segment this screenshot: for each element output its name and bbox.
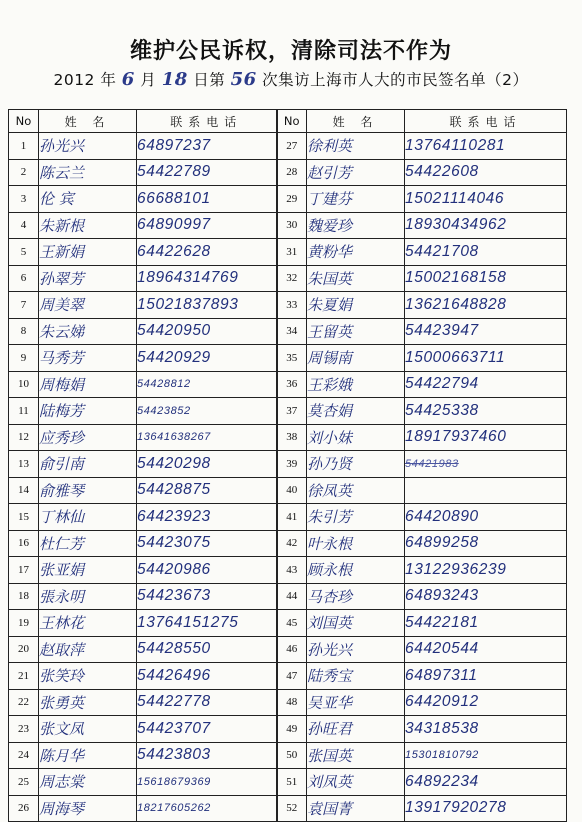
row-number: 12 <box>9 424 39 451</box>
signer-name: 应秀珍 <box>39 424 137 451</box>
row-number: 27 <box>277 133 307 160</box>
signer-phone: 54428550 <box>137 636 277 663</box>
row-number: 4 <box>9 212 39 239</box>
signer-phone: 54423075 <box>137 530 277 557</box>
row-number: 32 <box>277 265 307 292</box>
row-number: 14 <box>9 477 39 504</box>
subtitle-day-label: 日第 <box>193 71 226 89</box>
signer-name: 徐凤英 <box>307 477 405 504</box>
signer-name: 张文凤 <box>39 716 137 743</box>
row-number: 31 <box>277 239 307 266</box>
signer-phone: 64893243 <box>405 583 567 610</box>
col-header-phone: 联系电话 <box>405 110 567 133</box>
table-body <box>9 133 567 822</box>
signer-phone: 13764110281 <box>405 133 567 160</box>
signer-phone: 54422181 <box>405 610 567 637</box>
signer-name: 陈月华 <box>39 742 137 769</box>
col-header-phone: 联系电话 <box>137 110 277 133</box>
signer-name: 黄粉华 <box>307 239 405 266</box>
row-number: 6 <box>9 265 39 292</box>
table-row <box>9 530 567 557</box>
signer-phone: 18217605262 <box>137 795 277 822</box>
signer-phone: 13917920278 <box>405 795 567 822</box>
subtitle-session: 56 <box>230 69 257 90</box>
signer-phone: 54422778 <box>137 689 277 716</box>
table-row <box>9 504 567 531</box>
row-number: 37 <box>277 398 307 425</box>
signer-name: 王留英 <box>307 318 405 345</box>
signer-name: 王林花 <box>39 610 137 637</box>
subtitle-prefix: 2012 年 <box>53 71 117 89</box>
signer-phone: 64899258 <box>405 530 567 557</box>
table-row <box>9 610 567 637</box>
signer-phone: 64423923 <box>137 504 277 531</box>
signer-name: 周美翠 <box>39 292 137 319</box>
page-title: 维护公民诉权，清除司法不作为 <box>129 39 452 64</box>
col-header-name: 姓 名 <box>307 110 405 133</box>
row-number: 22 <box>9 689 39 716</box>
signer-phone: 66688101 <box>137 186 277 213</box>
signer-name: 朱引芳 <box>307 504 405 531</box>
table-row <box>9 318 567 345</box>
row-number: 5 <box>9 239 39 266</box>
signer-phone <box>405 477 567 504</box>
col-header-no: No <box>9 110 39 133</box>
table-row <box>9 292 567 319</box>
signer-phone: 54422608 <box>405 159 567 186</box>
row-number: 16 <box>9 530 39 557</box>
signer-phone: 54422794 <box>405 371 567 398</box>
signer-phone: 18964314769 <box>137 265 277 292</box>
row-number: 51 <box>277 769 307 796</box>
signer-name: 伦 宾 <box>39 186 137 213</box>
signer-name: 陆梅芳 <box>39 398 137 425</box>
signer-name: 孙光兴 <box>39 133 137 160</box>
row-number: 9 <box>9 345 39 372</box>
signer-name: 朱国英 <box>307 265 405 292</box>
row-number: 24 <box>9 742 39 769</box>
signer-name: 莫杏娟 <box>307 398 405 425</box>
row-number: 38 <box>277 424 307 451</box>
table-row <box>9 716 567 743</box>
signer-phone: 54420929 <box>137 345 277 372</box>
signer-name: 魏爱珍 <box>307 212 405 239</box>
row-number: 45 <box>277 610 307 637</box>
row-number: 29 <box>277 186 307 213</box>
signer-phone: 64420912 <box>405 689 567 716</box>
signer-name: 周锡南 <box>307 345 405 372</box>
signer-name: 孙乃贤 <box>307 451 405 478</box>
signer-phone: 54428812 <box>137 371 277 398</box>
subtitle-month: 6 <box>121 69 135 90</box>
signer-name: 周志棠 <box>39 769 137 796</box>
signer-name: 吴亚华 <box>307 689 405 716</box>
subtitle-month-label: 月 <box>140 71 157 89</box>
table-row <box>9 477 567 504</box>
signer-name: 马秀芳 <box>39 345 137 372</box>
table-row <box>9 159 567 186</box>
signer-phone: 64897237 <box>137 133 277 160</box>
signer-name: 徐利英 <box>307 133 405 160</box>
signer-phone: 18917937460 <box>405 424 567 451</box>
signer-name: 周梅娟 <box>39 371 137 398</box>
signer-name: 朱新根 <box>39 212 137 239</box>
table-row <box>9 795 567 822</box>
row-number: 11 <box>9 398 39 425</box>
signer-name: 陆秀宝 <box>307 663 405 690</box>
subtitle-suffix: 次集访上海市人大的市民签名单（2） <box>262 71 529 89</box>
signer-name: 朱夏娟 <box>307 292 405 319</box>
col-header-name: 姓 名 <box>39 110 137 133</box>
signer-name: 朱云娣 <box>39 318 137 345</box>
row-number: 13 <box>9 451 39 478</box>
row-number: 36 <box>277 371 307 398</box>
signer-name: 马杏珍 <box>307 583 405 610</box>
signer-name: 王彩娥 <box>307 371 405 398</box>
signer-phone: 54422789 <box>137 159 277 186</box>
col-header-no: No <box>277 110 307 133</box>
signer-name: 杜仁芳 <box>39 530 137 557</box>
signer-phone: 64890997 <box>137 212 277 239</box>
signer-phone: 54420298 <box>137 451 277 478</box>
page-subtitle <box>0 68 582 90</box>
row-number: 40 <box>277 477 307 504</box>
signer-name: 孙翠芳 <box>39 265 137 292</box>
signer-phone: 54426496 <box>137 663 277 690</box>
table-row <box>9 451 567 478</box>
signer-name: 张勇英 <box>39 689 137 716</box>
row-number: 23 <box>9 716 39 743</box>
row-number: 47 <box>277 663 307 690</box>
row-number: 39 <box>277 451 307 478</box>
signer-phone: 54423947 <box>405 318 567 345</box>
row-number: 33 <box>277 292 307 319</box>
signer-name: 赵取萍 <box>39 636 137 663</box>
signer-name: 刘国英 <box>307 610 405 637</box>
row-number: 52 <box>277 795 307 822</box>
row-number: 2 <box>9 159 39 186</box>
signer-name: 俞雅琴 <box>39 477 137 504</box>
signer-phone: 15301810792 <box>405 742 567 769</box>
row-number: 34 <box>277 318 307 345</box>
table-row <box>9 186 567 213</box>
signer-name: 张国英 <box>307 742 405 769</box>
signer-name: 丁建芬 <box>307 186 405 213</box>
signer-name: 袁国菁 <box>307 795 405 822</box>
subtitle-day: 18 <box>161 69 188 90</box>
signer-name: 俞引南 <box>39 451 137 478</box>
signer-phone: 64897311 <box>405 663 567 690</box>
table-row <box>9 265 567 292</box>
signer-phone: 54420986 <box>137 557 277 584</box>
row-number: 28 <box>277 159 307 186</box>
table-row <box>9 769 567 796</box>
signer-phone: 15000663711 <box>405 345 567 372</box>
signer-phone: 64420544 <box>405 636 567 663</box>
row-number: 35 <box>277 345 307 372</box>
signer-phone: 13621648828 <box>405 292 567 319</box>
signer-phone: 54420950 <box>137 318 277 345</box>
signer-name: 赵引芳 <box>307 159 405 186</box>
row-number: 49 <box>277 716 307 743</box>
signer-phone: 54423852 <box>137 398 277 425</box>
row-number: 18 <box>9 583 39 610</box>
signer-name: 丁林仙 <box>39 504 137 531</box>
table-row <box>9 583 567 610</box>
table-row <box>9 212 567 239</box>
signer-name: 刘凤英 <box>307 769 405 796</box>
row-number: 10 <box>9 371 39 398</box>
signer-phone: 54425338 <box>405 398 567 425</box>
signer-phone: 18930434962 <box>405 212 567 239</box>
signer-phone: 64892234 <box>405 769 567 796</box>
table-header-row <box>9 110 567 133</box>
signer-name: 刘小妹 <box>307 424 405 451</box>
row-number: 15 <box>9 504 39 531</box>
signer-name: 顾永根 <box>307 557 405 584</box>
row-number: 26 <box>9 795 39 822</box>
signer-phone: 64422628 <box>137 239 277 266</box>
signer-name: 周海琴 <box>39 795 137 822</box>
signer-phone: 64420890 <box>405 504 567 531</box>
row-number: 48 <box>277 689 307 716</box>
signer-phone: 54423673 <box>137 583 277 610</box>
signer-phone: 54421708 <box>405 239 567 266</box>
row-number: 44 <box>277 583 307 610</box>
signer-phone: 54423707 <box>137 716 277 743</box>
signer-phone: 15021114046 <box>405 186 567 213</box>
signer-phone: 54421983 <box>405 451 567 478</box>
signer-name: 张笑玲 <box>39 663 137 690</box>
signer-phone: 13764151275 <box>137 610 277 637</box>
row-number: 8 <box>9 318 39 345</box>
row-number: 20 <box>9 636 39 663</box>
table-row <box>9 345 567 372</box>
row-number: 43 <box>277 557 307 584</box>
row-number: 25 <box>9 769 39 796</box>
signature-table <box>8 109 567 822</box>
table-row <box>9 133 567 160</box>
signer-name: 王新娟 <box>39 239 137 266</box>
table-row <box>9 398 567 425</box>
signer-name: 孙光兴 <box>307 636 405 663</box>
signer-phone: 34318538 <box>405 716 567 743</box>
row-number: 42 <box>277 530 307 557</box>
row-number: 30 <box>277 212 307 239</box>
signer-name: 陈云兰 <box>39 159 137 186</box>
row-number: 50 <box>277 742 307 769</box>
signer-phone: 15618679369 <box>137 769 277 796</box>
signer-name: 孙旺君 <box>307 716 405 743</box>
table-row <box>9 371 567 398</box>
row-number: 1 <box>9 133 39 160</box>
row-number: 7 <box>9 292 39 319</box>
table-row <box>9 424 567 451</box>
signer-name: 張永明 <box>39 583 137 610</box>
signer-phone: 13122936239 <box>405 557 567 584</box>
row-number: 17 <box>9 557 39 584</box>
signer-phone: 13641638267 <box>137 424 277 451</box>
row-number: 21 <box>9 663 39 690</box>
signer-name: 叶永根 <box>307 530 405 557</box>
signer-phone: 54428875 <box>137 477 277 504</box>
table-row <box>9 636 567 663</box>
signer-name: 张亚娟 <box>39 557 137 584</box>
table-row <box>9 689 567 716</box>
row-number: 46 <box>277 636 307 663</box>
table-row <box>9 742 567 769</box>
table-row <box>9 557 567 584</box>
signer-phone: 15002168158 <box>405 265 567 292</box>
row-number: 41 <box>277 504 307 531</box>
signer-phone: 15021837893 <box>137 292 277 319</box>
signer-phone: 54423803 <box>137 742 277 769</box>
row-number: 3 <box>9 186 39 213</box>
table-row <box>9 239 567 266</box>
row-number: 19 <box>9 610 39 637</box>
table-row <box>9 663 567 690</box>
